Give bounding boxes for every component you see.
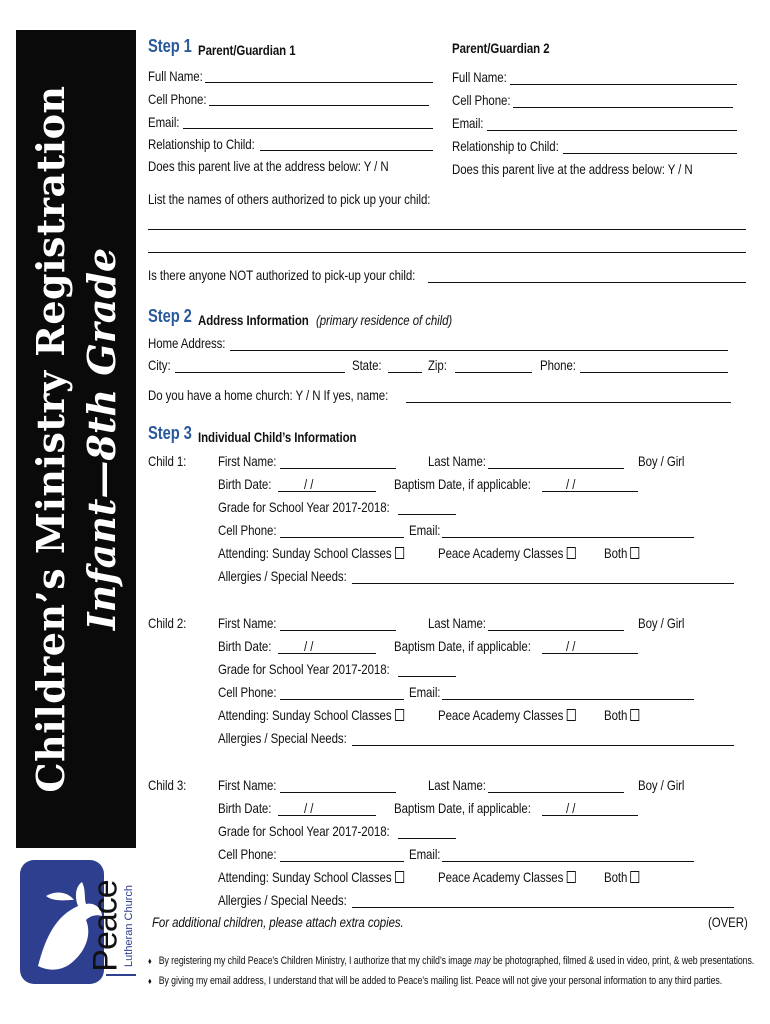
bullet-diamond-icon: ♦ [148,956,152,966]
child-baptism-slashes: / / [566,638,576,654]
child-allergies-field[interactable] [352,583,734,584]
child-first-name-label: First Name: [218,615,277,631]
child-first-name-field[interactable] [280,630,396,631]
step1-label: Step 1 [148,36,192,56]
sunday-school-checkbox[interactable] [395,871,404,883]
p2-email-field[interactable] [487,130,737,131]
parent1-heading: Parent/Guardian 1 [198,42,296,58]
child-baptism-field[interactable] [542,815,638,816]
parent2-heading: Parent/Guardian 2 [452,40,550,56]
child-birth-date-slashes: / / [304,800,314,816]
child-cell-phone-label: Cell Phone: [218,522,277,538]
zip-label: Zip: [428,357,447,373]
child-label: Child 3: [148,777,187,793]
additional-children-note: For additional children, please attach extra copies. [152,914,404,930]
p2-full-name-field[interactable] [510,84,737,85]
child-cell-phone-label: Cell Phone: [218,846,277,862]
p2-relationship-label: Relationship to Child: [452,138,559,154]
home-church-field[interactable] [406,402,731,403]
sunday-school-checkbox[interactable] [395,547,404,559]
child-cell-phone-field[interactable] [280,861,404,862]
child-allergies-label: Allergies / Special Needs: [218,892,347,908]
child-birth-date-field[interactable] [278,491,376,492]
child-baptism-slashes: / / [566,800,576,816]
child-gender-choice[interactable]: Boy / Girl [638,453,685,469]
ministry-title: Children’s Ministry Registration [28,85,73,793]
child-allergies-label: Allergies / Special Needs: [218,568,347,584]
p2-cell-phone-label: Cell Phone: [452,92,511,108]
p2-email-label: Email: [452,115,484,131]
church-logo [16,856,138,996]
child-birth-date-slashes: / / [304,476,314,492]
child-last-name-label: Last Name: [428,615,486,631]
child-birth-date-slashes: / / [304,638,314,654]
address-heading-note: (primary residence of child) [316,312,453,328]
child-grade-label: Grade for School Year 2017-2018: [218,823,390,839]
child-email-label: Email: [409,684,441,700]
logo-subtext: Lutheran Church [123,885,135,967]
child-cell-phone-label: Cell Phone: [218,684,277,700]
child-email-field[interactable] [442,861,694,862]
state-field[interactable] [388,372,422,373]
child-birth-date-field[interactable] [278,653,376,654]
child-birth-date-field[interactable] [278,815,376,816]
child-birth-date-label: Birth Date: [218,800,272,816]
phone-field[interactable] [580,372,728,373]
child-email-label: Email: [409,522,441,538]
child-allergies-field[interactable] [352,907,734,908]
child-academy-option[interactable]: Peace Academy Classes [438,707,576,723]
child-grade-label: Grade for School Year 2017-2018: [218,661,390,677]
p1-full-name-label: Full Name: [148,68,203,84]
child-allergies-field[interactable] [352,745,734,746]
step3-label: Step 3 [148,423,192,443]
step2-label: Step 2 [148,306,192,326]
academy-checkbox[interactable] [567,547,576,559]
city-label: City: [148,357,171,373]
home-address-field[interactable] [230,350,728,351]
both-checkbox[interactable] [631,871,640,883]
p2-cell-phone-field[interactable] [513,107,733,108]
child-cell-phone-field[interactable] [280,699,404,700]
phone-label: Phone: [540,357,576,373]
not-authorized-label: Is there anyone NOT authorized to pick-up your child: [148,267,416,283]
both-checkbox[interactable] [631,547,640,559]
child-info-heading: Individual Child’s Information [198,429,357,445]
child-gender-choice[interactable]: Boy / Girl [638,615,685,631]
child-grade-label: Grade for School Year 2017-2018: [218,499,390,515]
authorized-pickup-line-2[interactable] [148,252,746,253]
child-allergies-label: Allergies / Special Needs: [218,730,347,746]
child-last-name-field[interactable] [488,630,624,631]
p1-full-name-field[interactable] [205,82,433,83]
child-baptism-label: Baptism Date, if applicable: [394,476,531,492]
child-last-name-field[interactable] [488,468,624,469]
authorized-pickup-label: List the names of others authorized to pick up your child: [148,191,431,207]
p1-cell-phone-label: Cell Phone: [148,91,207,107]
child-academy-option[interactable]: Peace Academy Classes [438,545,576,561]
child-sunday-school-option[interactable]: Attending: Sunday School Classes [218,869,404,885]
image-consent-bullet: ♦ By registering my child Peace’s Children Ministry, I authorize that my child’s image may be photographed, filmed & used in video, print, & web presentations. [148,955,755,967]
p1-email-field[interactable] [183,128,433,129]
child-email-field[interactable] [442,537,694,538]
child-grade-field[interactable] [398,838,456,839]
child-label: Child 2: [148,615,187,631]
address-heading: Address Information [198,312,309,328]
state-label: State: [352,357,382,373]
child-grade-field[interactable] [398,676,456,677]
child-sunday-school-option[interactable]: Attending: Sunday School Classes [218,545,404,561]
child-baptism-label: Baptism Date, if applicable: [394,638,531,654]
child-birth-date-label: Birth Date: [218,638,272,654]
child-last-name-label: Last Name: [428,453,486,469]
child-academy-option[interactable]: Peace Academy Classes [438,869,576,885]
authorized-pickup-line-1[interactable] [148,229,746,230]
child-email-field[interactable] [442,699,694,700]
vertical-title [28,85,124,792]
p2-full-name-label: Full Name: [452,69,507,85]
academy-checkbox[interactable] [567,871,576,883]
child-gender-choice[interactable]: Boy / Girl [638,777,685,793]
child-first-name-label: First Name: [218,777,277,793]
child-last-name-field[interactable] [488,792,624,793]
child-first-name-field[interactable] [280,792,396,793]
child-baptism-slashes: / / [566,476,576,492]
child-label: Child 1: [148,453,187,469]
child-grade-field[interactable] [398,514,456,515]
sunday-school-checkbox[interactable] [395,709,404,721]
both-checkbox[interactable] [631,709,640,721]
child-baptism-label: Baptism Date, if applicable: [394,800,531,816]
child-first-name-label: First Name: [218,453,277,469]
child-baptism-field[interactable] [542,653,638,654]
p2-lives-at-question[interactable]: Does this parent live at the address below: Y / N [452,161,693,177]
grade-range-title: Infant—8th Grade [79,247,124,631]
sidebar-banner [16,30,136,848]
home-church-question[interactable]: Do you have a home church: Y / N If yes, name: [148,387,389,403]
child-sunday-school-option[interactable]: Attending: Sunday School Classes [218,707,404,723]
bullet-diamond-icon: ♦ [148,976,152,986]
p2-relationship-field[interactable] [563,153,737,154]
p1-relationship-label: Relationship to Child: [148,136,255,152]
email-consent-bullet: ♦ By giving my email address, I understand that will be added to Peace’s mailing list. Peace will not give your personal information to any third parties. [148,975,723,987]
home-address-label: Home Address: [148,335,226,351]
child-baptism-field[interactable] [542,491,638,492]
child-both-option[interactable]: Both [604,869,640,885]
city-field[interactable] [175,372,345,373]
child-first-name-field[interactable] [280,468,396,469]
academy-checkbox[interactable] [567,709,576,721]
child-cell-phone-field[interactable] [280,537,404,538]
over-note: (OVER) [708,914,748,930]
child-last-name-label: Last Name: [428,777,486,793]
child-both-option[interactable]: Both [604,707,640,723]
logo-word: Peace [86,880,125,972]
child-both-option[interactable]: Both [604,545,640,561]
p1-email-label: Email: [148,114,180,130]
zip-field[interactable] [455,372,532,373]
p1-relationship-field[interactable] [260,150,433,151]
child-email-label: Email: [409,846,441,862]
not-authorized-field[interactable] [428,282,746,283]
child-birth-date-label: Birth Date: [218,476,272,492]
p1-lives-at-question[interactable]: Does this parent live at the address below: Y / N [148,158,389,174]
p1-cell-phone-field[interactable] [209,105,429,106]
